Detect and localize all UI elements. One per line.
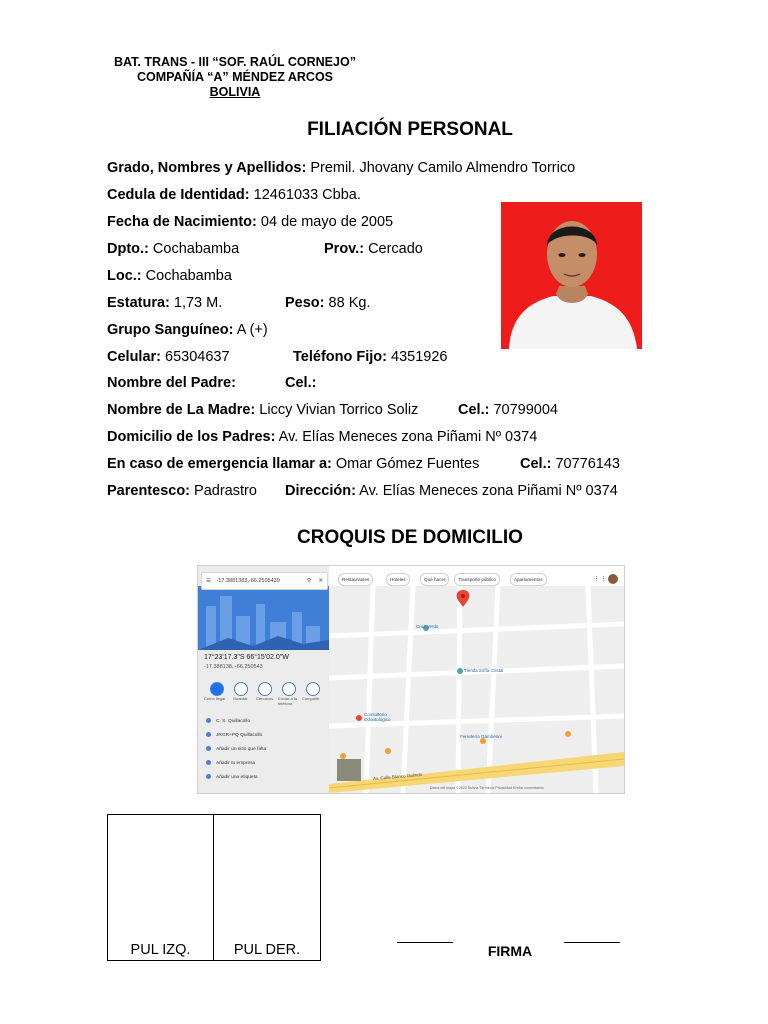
avatar[interactable] — [608, 574, 618, 584]
map-screenshot — [197, 565, 625, 794]
celular-label: Celular: — [107, 349, 161, 365]
poi-label: Consultorio Odontológico — [364, 712, 391, 722]
grupo-label: Grupo Sanguíneo: — [107, 322, 234, 338]
estatura-label: Estatura: — [107, 295, 170, 311]
chip-things-to-do[interactable]: Qué hacer — [420, 573, 449, 586]
peso-label: Peso: — [285, 295, 325, 311]
row-dpto — [107, 240, 239, 258]
header-line-3: BOLIVIA — [209, 85, 261, 99]
row-padre — [107, 374, 236, 392]
label-icon — [206, 774, 211, 779]
telefono-label: Teléfono Fijo: — [293, 349, 387, 365]
chip-transit[interactable]: Transporte público — [454, 573, 500, 586]
loc-label: Loc.: — [107, 268, 142, 284]
map-search-value: -17.3881383,-66.2505439 — [216, 578, 280, 584]
domicilio-label: Domicilio de los Padres: — [107, 429, 276, 445]
save-button[interactable] — [234, 682, 248, 696]
signature-line-left — [397, 942, 453, 943]
nearby-button[interactable] — [258, 682, 272, 696]
action-label-3: Enviar a tu teléfono — [278, 696, 298, 706]
row-telefono — [293, 348, 447, 366]
share-button[interactable] — [306, 682, 320, 696]
action-label-0: Cómo llegar — [204, 696, 226, 701]
fingerprint-right-label: PUL DER. — [233, 942, 301, 958]
id-photo — [501, 202, 642, 349]
telefono-value: 4351926 — [391, 349, 448, 365]
fecha-label: Fecha de Nacimiento: — [107, 214, 257, 230]
map-list-item[interactable]: Añadir un sitio que falta — [206, 746, 266, 752]
poi-label: Cruz Verde — [416, 624, 439, 629]
plus-code-icon — [206, 732, 211, 737]
header-line-2: COMPAÑÍA “A” MÉNDEZ ARCOS — [136, 70, 334, 84]
fingerprint-left-label: PUL IZQ. — [130, 942, 191, 958]
apps-icon[interactable]: ⋮⋮ — [593, 576, 607, 583]
parentesco-value: Padrastro — [194, 483, 257, 499]
grado-value: Premil. Jhovany Camilo Almendro Torrico — [310, 160, 576, 176]
row-celular — [107, 348, 230, 366]
action-label-2: Cercanos — [256, 696, 274, 701]
header-line-1: BAT. TRANS - III “SOF. RAÚL CORNEJO” — [114, 55, 356, 69]
map-search-input[interactable] — [201, 572, 328, 590]
chip-restaurants[interactable]: Restaurantes — [338, 573, 373, 586]
signature-line-right — [564, 942, 620, 943]
padre-label: Nombre del Padre: — [107, 375, 236, 391]
row-emergencia-cel — [520, 455, 620, 473]
fecha-value: 04 de mayo de 2005 — [260, 214, 394, 230]
signature-label: FIRMA — [487, 943, 533, 959]
row-ci — [107, 186, 361, 204]
row-prov — [324, 240, 423, 258]
close-icon[interactable]: ✕ — [318, 578, 323, 584]
direccion-label: Dirección: — [285, 483, 356, 499]
map-coordinates: 17°23'17.3"S 66°15'02.0"W — [204, 654, 289, 661]
padre-cel-label: Cel.: — [285, 375, 317, 391]
row-loc — [107, 267, 232, 285]
madre-value: Liccy Vivian Torrico Soliz — [259, 402, 419, 418]
grado-label: Grado, Nombres y Apellidos: — [107, 160, 307, 176]
madre-label: Nombre de La Madre: — [107, 402, 256, 418]
document-title: FILIACIÓN PERSONAL — [307, 119, 513, 140]
chip-hotels[interactable]: Hoteles — [386, 573, 410, 586]
poi-label: Tienda Sofía Cristal — [464, 668, 504, 673]
send-to-phone-button[interactable] — [282, 682, 296, 696]
row-grupo — [107, 321, 268, 339]
dpto-label: Dpto.: — [107, 241, 149, 257]
row-domicilio — [107, 428, 537, 446]
peso-value: 88 Kg. — [328, 295, 371, 311]
row-fecha — [107, 213, 393, 231]
row-madre — [107, 401, 418, 419]
madre-cel-value: 70799004 — [493, 402, 558, 418]
action-label-4: Compartir — [302, 696, 320, 701]
row-peso — [285, 294, 370, 312]
map-list-item[interactable]: C. S. Quillacollo — [206, 718, 250, 724]
add-place-icon — [206, 746, 211, 751]
estatura-value: 1,73 M. — [173, 295, 223, 311]
map-footer: Datos del mapa ©2022 Bolivia Términos Privacidad Enviar comentarios — [430, 786, 544, 790]
parentesco-label: Parentesco: — [107, 483, 191, 499]
map-list-item[interactable]: Añadir tu empresa — [206, 760, 255, 766]
row-emergencia — [107, 455, 479, 473]
fingerprint-right-box — [213, 814, 321, 961]
prov-value: Cercado — [368, 241, 423, 257]
road-label: Av. Calle Blanco Galindo — [372, 771, 423, 782]
row-madre-cel — [458, 401, 558, 419]
prov-label: Prov.: — [324, 241, 365, 257]
pin-icon — [206, 718, 211, 723]
domicilio-value: Av. Elías Meneces zona Piñami Nº 0374 — [278, 429, 538, 445]
row-padre-cel — [285, 374, 316, 392]
map-list-item[interactable]: JRGR+PQ Quillacollo — [206, 732, 262, 738]
fingerprint-left-box — [107, 814, 214, 961]
action-label-1: Guardar — [233, 696, 248, 701]
emergencia-cel-value: 70776143 — [555, 456, 620, 472]
search-icon[interactable]: ⚲ — [306, 578, 311, 584]
emergencia-cel-label: Cel.: — [520, 456, 552, 472]
map-coordinates-decimal: -17.388138, -66.250543 — [204, 664, 263, 670]
person-portrait-icon — [501, 202, 642, 349]
ci-value: 12461033 Cbba. — [253, 187, 361, 203]
emergencia-label: En caso de emergencia llamar a: — [107, 456, 332, 472]
croquis-title: CROQUIS DE DOMICILIO — [297, 527, 523, 548]
emergencia-value: Omar Gómez Fuentes — [335, 456, 480, 472]
menu-icon[interactable]: ☰ — [206, 578, 211, 584]
grupo-value: A (+) — [236, 322, 268, 338]
chip-apartments[interactable]: Apartamentos — [510, 573, 547, 586]
directions-button[interactable] — [210, 682, 224, 696]
map-list-item[interactable]: Añadir una etiqueta — [206, 774, 258, 780]
loc-value: Cochabamba — [145, 268, 232, 284]
ci-label: Cedula de Identidad: — [107, 187, 250, 203]
business-icon — [206, 760, 211, 765]
row-grado — [107, 159, 575, 177]
row-parentesco — [107, 482, 257, 500]
map-streets — [198, 566, 624, 793]
row-estatura — [107, 294, 222, 312]
row-direccion — [285, 482, 618, 500]
dpto-value: Cochabamba — [152, 241, 240, 257]
poi-label: Ferretería Gamberini — [460, 734, 502, 739]
madre-cel-label: Cel.: — [458, 402, 490, 418]
celular-value: 65304637 — [165, 349, 230, 365]
direccion-value: Av. Elías Meneces zona Piñami Nº 0374 — [359, 483, 618, 499]
